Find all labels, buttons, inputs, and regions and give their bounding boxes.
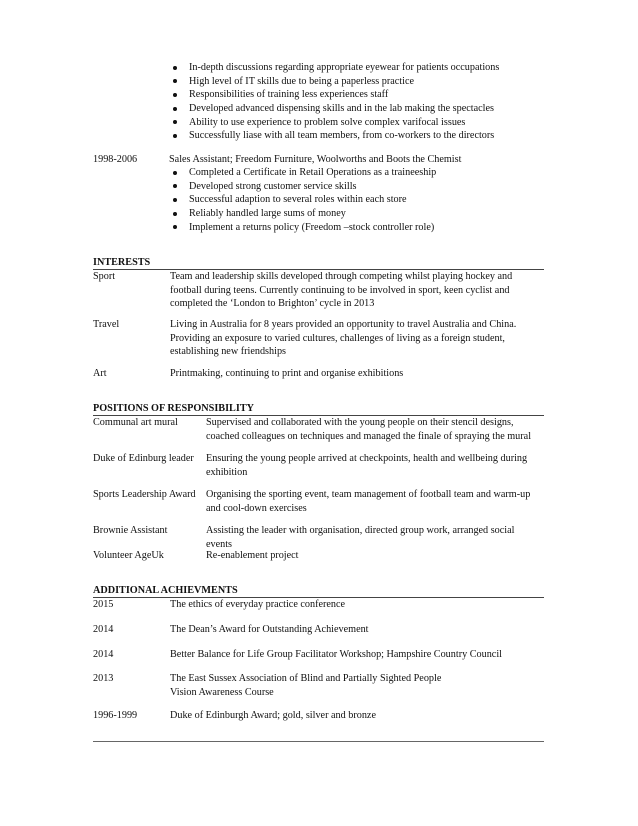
position-label: Sports Leadership Award bbox=[93, 489, 196, 500]
list-item: High level of IT skills due to being a paperless practice bbox=[170, 75, 499, 89]
interest-label: Sport bbox=[93, 271, 116, 282]
position-text: Organising the sporting event, team management of football team and warm-up and cool-down exercises bbox=[206, 489, 531, 514]
list-item: Implement a returns policy (Freedom –stock controller role) bbox=[170, 221, 436, 235]
job-title: Sales Assistant; Freedom Furniture, Woolworths and Boots the Chemist bbox=[169, 154, 462, 165]
position-label: Volunteer AgeUk bbox=[93, 550, 164, 561]
interest-label: Art bbox=[93, 368, 107, 379]
position-text: Re-enablement project bbox=[206, 550, 299, 561]
bottom-divider bbox=[93, 741, 544, 742]
interest-text: Team and leadership skills developed through competing whilst playing hockey and football during teens. Currently continuing to be involved in sport, keen cyclist and completed the ‘London to Brighton’ cycle in 2013 bbox=[170, 271, 513, 309]
previous-role-bullet-list bbox=[170, 61, 499, 143]
position-text: Supervised and collaborated with the young people on their stencil designs, coached colleagues on techniques and managed the finale of spraying the mural bbox=[206, 417, 532, 442]
interest-label: Travel bbox=[93, 319, 120, 330]
achievement-year: 2014 bbox=[93, 624, 114, 635]
achievement-text: Better Balance for Life Group Facilitator Workshop; Hampshire Country Council bbox=[170, 649, 502, 660]
achievement-year: 2015 bbox=[93, 599, 114, 610]
achievements-heading: ADDITIONAL ACHIEVMENTS bbox=[93, 584, 544, 598]
interest-text: Living in Australia for 8 years provided an opportunity to travel Australia and China. Providing an exposure to varied cultures, challenges of living as a foreign student, establishing new friendships bbox=[170, 319, 517, 357]
job-bullet-list bbox=[170, 166, 436, 234]
list-item: Responsibilities of training less experiences staff bbox=[170, 88, 499, 102]
position-label: Duke of Edinburg leader bbox=[93, 453, 194, 464]
achievement-year: 2013 bbox=[93, 673, 114, 684]
list-item: Completed a Certificate in Retail Operations as a traineeship bbox=[170, 166, 436, 180]
position-label: Brownie Assistant bbox=[93, 525, 168, 536]
positions-heading: POSITIONS OF RESPONSIBILITY bbox=[93, 402, 544, 416]
list-item: Developed advanced dispensing skills and in the lab making the spectacles bbox=[170, 102, 499, 116]
position-text: Ensuring the young people arrived at checkpoints, health and wellbeing during exhibition bbox=[206, 453, 528, 478]
list-item: Reliably handled large sums of money bbox=[170, 207, 436, 221]
list-item: Ability to use experience to problem solve complex varifocal issues bbox=[170, 116, 499, 130]
list-item: Successfully liase with all team members, from co-workers to the directors bbox=[170, 129, 499, 143]
position-label: Communal art mural bbox=[93, 417, 178, 428]
list-item: In-depth discussions regarding appropriate eyewear for patients occupations bbox=[170, 61, 499, 75]
position-text: Assisting the leader with organisation, directed group work, arranged social events bbox=[206, 525, 515, 550]
achievement-text: The Dean’s Award for Outstanding Achievement bbox=[170, 624, 369, 635]
achievement-text: The ethics of everyday practice conference bbox=[170, 599, 346, 610]
list-item: Developed strong customer service skills bbox=[170, 180, 436, 194]
interest-text: Printmaking, continuing to print and organise exhibitions bbox=[170, 368, 404, 379]
achievement-year: 1996-1999 bbox=[93, 710, 138, 721]
list-item: Successful adaption to several roles within each store bbox=[170, 193, 436, 207]
achievement-text: Duke of Edinburgh Award; gold, silver and bronze bbox=[170, 710, 376, 721]
achievement-year: 2014 bbox=[93, 649, 114, 660]
achievement-text: The East Sussex Association of Blind and Partially Sighted People Vision Awareness Course bbox=[170, 673, 442, 698]
interests-heading: INTERESTS bbox=[93, 256, 544, 270]
job-date: 1998-2006 bbox=[93, 154, 138, 165]
